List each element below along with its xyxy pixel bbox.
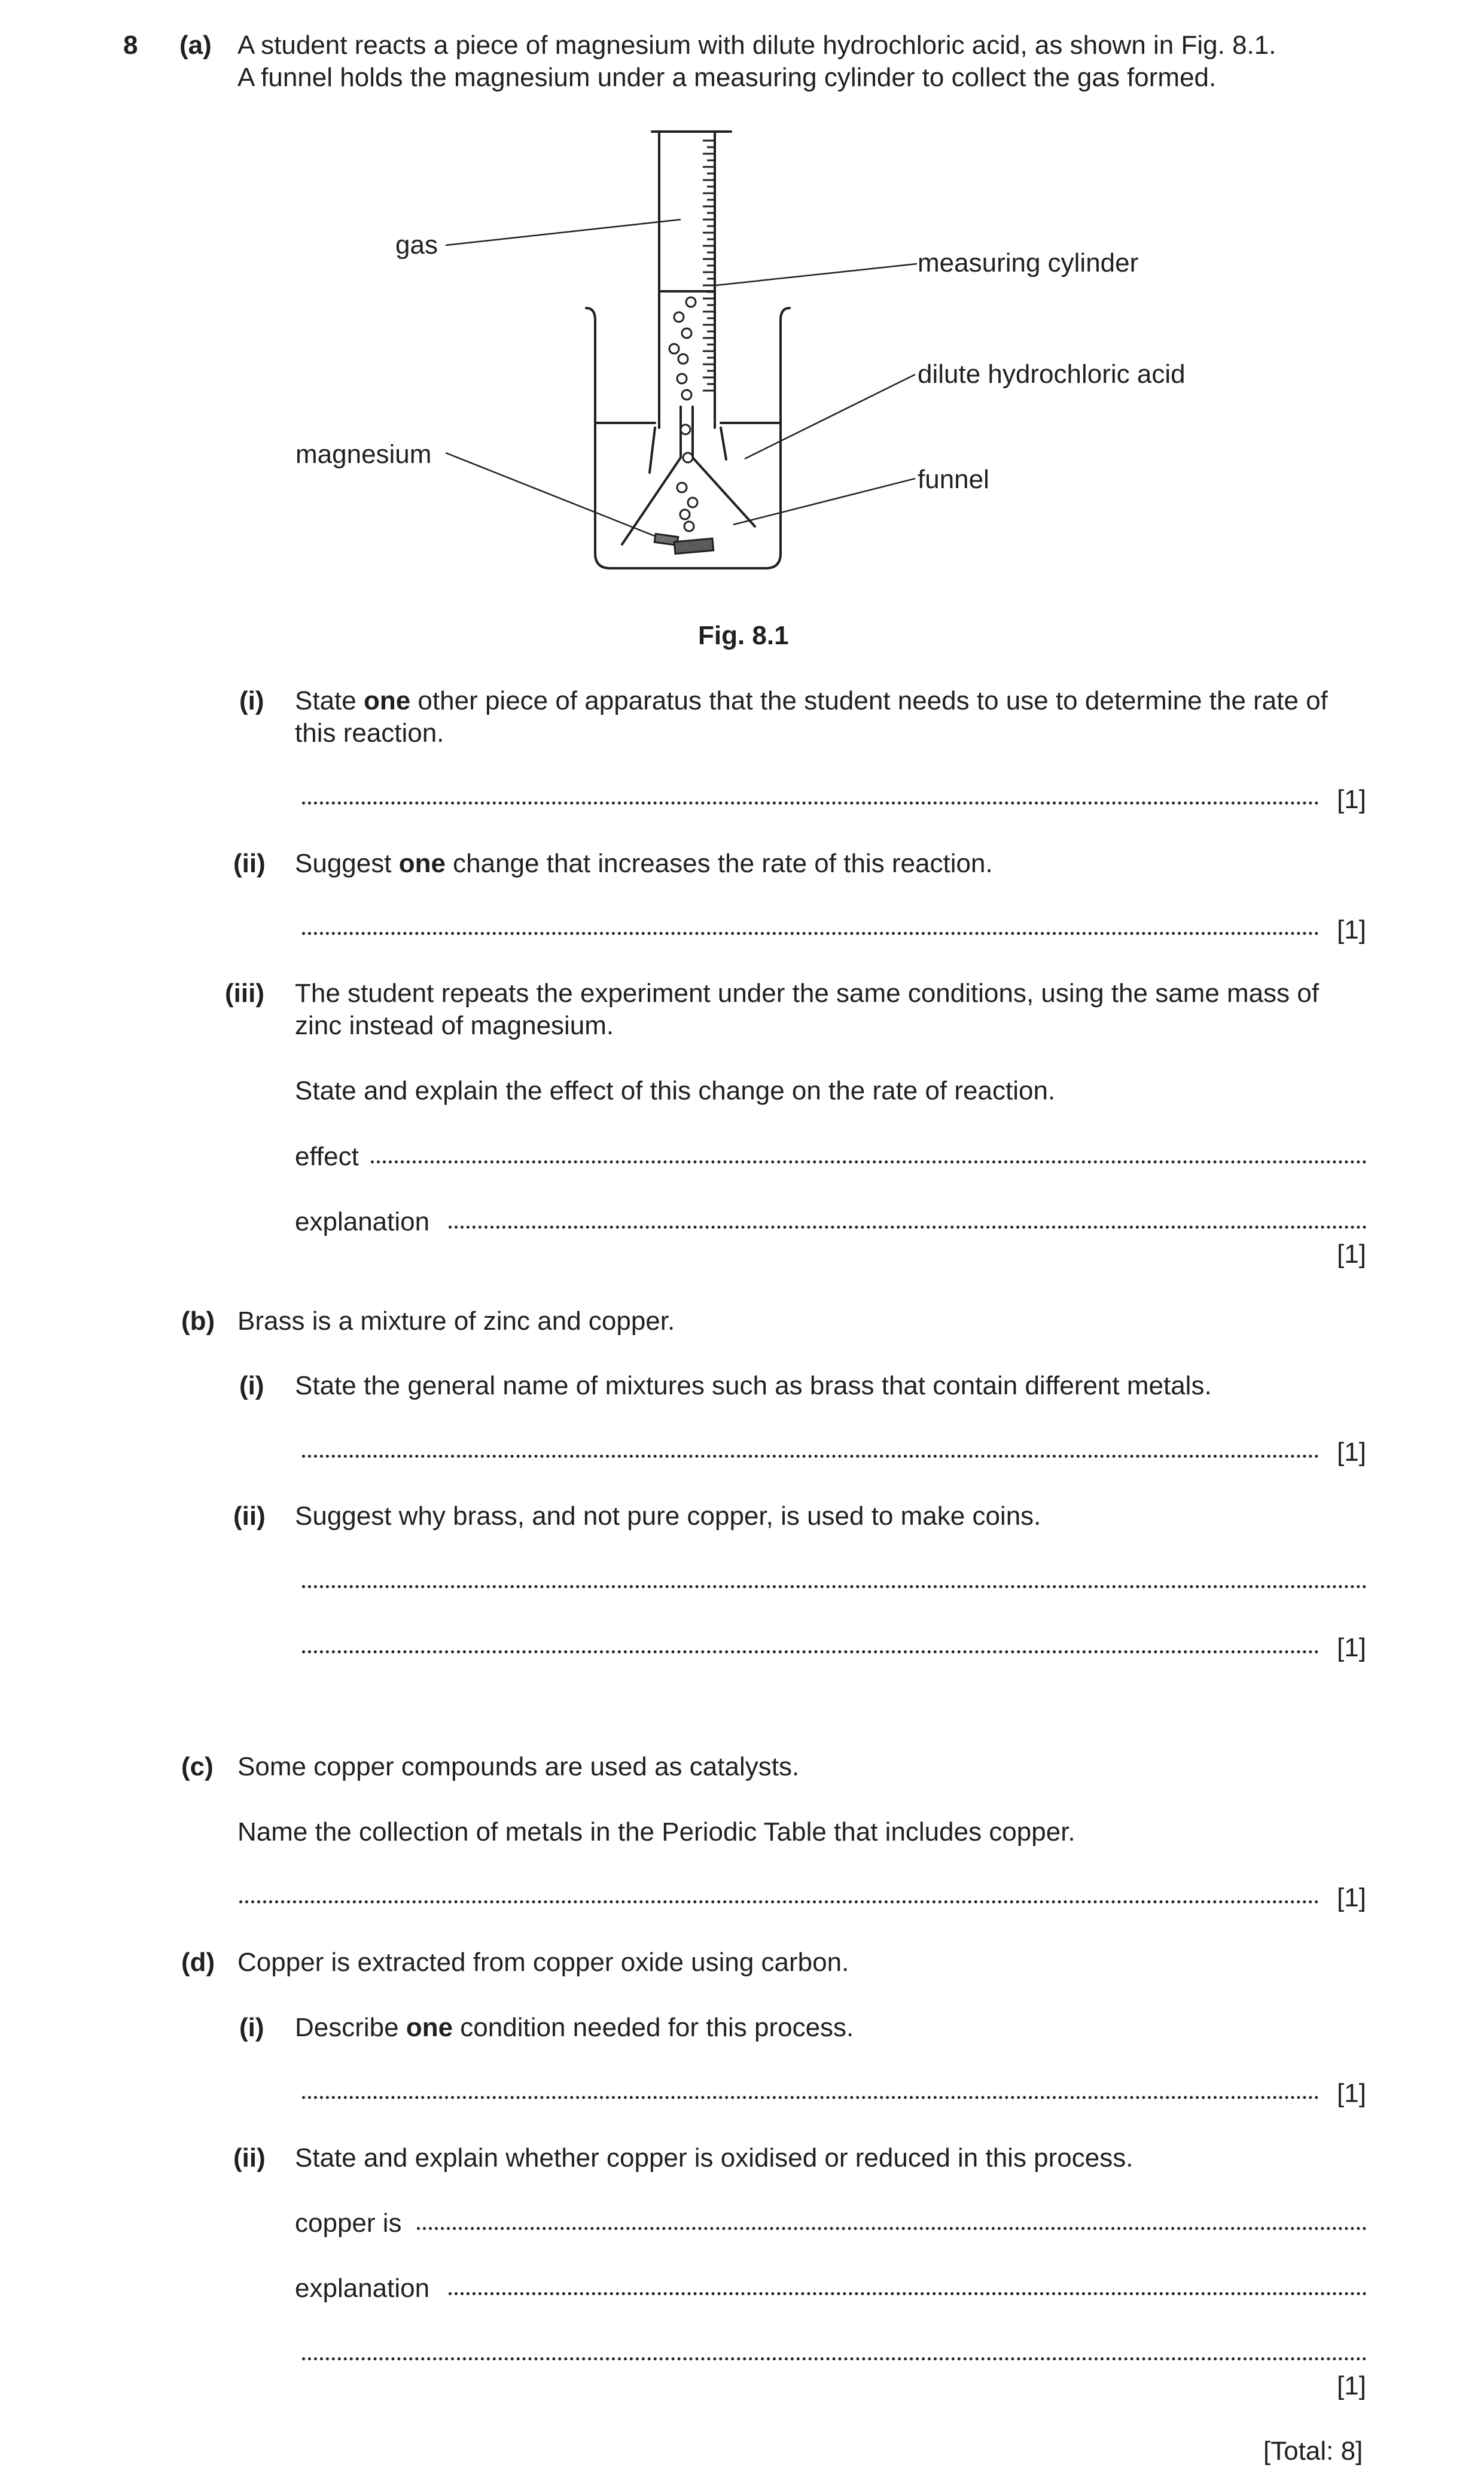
part-c-text: Name the collection of metals in the Periodic Table that includes copper. [237,1817,1075,1847]
part-c-intro: Some copper compounds are used as catalysts. [237,1752,800,1781]
answer-line-d-ii-copper[interactable] [417,2221,1367,2230]
mark-d-i: [1] [1337,2079,1366,2108]
mark-a-ii: [1] [1337,915,1366,945]
answer-line-a-i[interactable] [302,796,1319,805]
mark-a-iii: [1] [1337,1239,1366,1269]
effect-label: effect [295,1142,359,1171]
funnel-leader [733,479,915,525]
acid-leader [745,374,915,459]
explanation-label-d-ii: explanation [295,2274,430,2303]
part-a-intro-line2: A funnel holds the magnesium under a measuring cylinder to collect the gas formed. [237,63,1217,92]
question-number: 8 [123,31,138,60]
answer-line-b-ii-1[interactable] [302,1579,1367,1588]
part-c-label: (c) [181,1752,214,1781]
part-a-label: (a) [179,31,212,60]
measuring-cylinder-leader [716,264,917,285]
answer-line-b-ii-2[interactable] [302,1644,1319,1653]
part-d-i-label: (i) [239,2013,264,2042]
figure-label-funnel: funnel [918,465,989,494]
part-b-label: (b) [181,1306,215,1336]
part-a-i-text-line2: this reaction. [295,718,444,748]
explanation-label-a-iii: explanation [295,1207,430,1236]
magnesium-leader [446,453,656,537]
part-b-ii-text: Suggest why brass, and not pure copper, is used to make coins. [295,1501,1041,1531]
cylinder-graduations [703,141,715,391]
figure-label-magnesium: magnesium [295,440,432,469]
copper-is-label: copper is [295,2208,402,2238]
part-a-ii-text: Suggest one change that increases the rate of this reaction. [295,849,993,878]
answer-line-a-ii[interactable] [302,926,1319,935]
part-a-intro-line1: A student reacts a piece of magnesium with dilute hydrochloric acid, as shown in Fig. 8.1. [237,31,1276,60]
answer-line-b-i[interactable] [302,1449,1319,1458]
part-d-i-text: Describe one condition needed for this process. [295,2013,854,2042]
figure-label-acid: dilute hydrochloric acid [918,359,1186,389]
part-b-i-text: State the general name of mixtures such as brass that contain different metals. [295,1371,1212,1400]
part-a-i-text: State one other piece of apparatus that the student needs to use to determine the rate of [295,686,1328,715]
part-a-iii-text-line2: zinc instead of magnesium. [295,1011,614,1040]
apparatus-diagram [0,0,1484,598]
answer-line-d-i[interactable] [302,2090,1319,2099]
figure-caption: Fig. 8.1 [698,621,789,650]
question-total: [Total: 8] [1263,2436,1363,2466]
mark-b-ii: [1] [1337,1633,1366,1662]
mark-a-i: [1] [1337,785,1366,814]
part-a-i-label: (i) [239,686,264,715]
part-b-intro: Brass is a mixture of zinc and copper. [237,1306,675,1336]
gas-leader [446,220,681,245]
figure-label-measuring-cylinder: measuring cylinder [918,248,1139,278]
mark-d-ii: [1] [1337,2371,1366,2400]
answer-line-d-ii-explanation[interactable] [449,2286,1367,2295]
answer-line-a-iii-effect[interactable] [371,1154,1367,1163]
part-b-ii-label: (ii) [233,1501,266,1531]
magnesium-pieces [654,534,714,553]
part-d-label: (d) [181,1948,215,1977]
part-d-ii-label: (ii) [233,2143,266,2173]
answer-line-d-ii-extra[interactable] [302,2351,1367,2360]
part-d-ii-text: State and explain whether copper is oxidised or reduced in this process. [295,2143,1133,2173]
answer-line-a-iii-explanation[interactable] [449,1220,1367,1229]
funnel-left [622,407,681,544]
part-a-iii-label: (iii) [225,979,264,1008]
part-d-intro: Copper is extracted from copper oxide using carbon. [237,1948,849,1977]
mark-c: [1] [1337,1883,1366,1912]
part-a-iii-instruction: State and explain the effect of this change on the rate of reaction. [295,1076,1056,1105]
part-a-iii-text-line1: The student repeats the experiment under the same conditions, using the same mass of [295,979,1320,1008]
answer-line-c[interactable] [239,1894,1319,1903]
mark-b-i: [1] [1337,1437,1366,1467]
part-a-ii-label: (ii) [233,849,266,878]
figure-label-gas: gas [395,230,438,260]
funnel-right [693,407,755,526]
part-b-i-label: (i) [239,1371,264,1400]
